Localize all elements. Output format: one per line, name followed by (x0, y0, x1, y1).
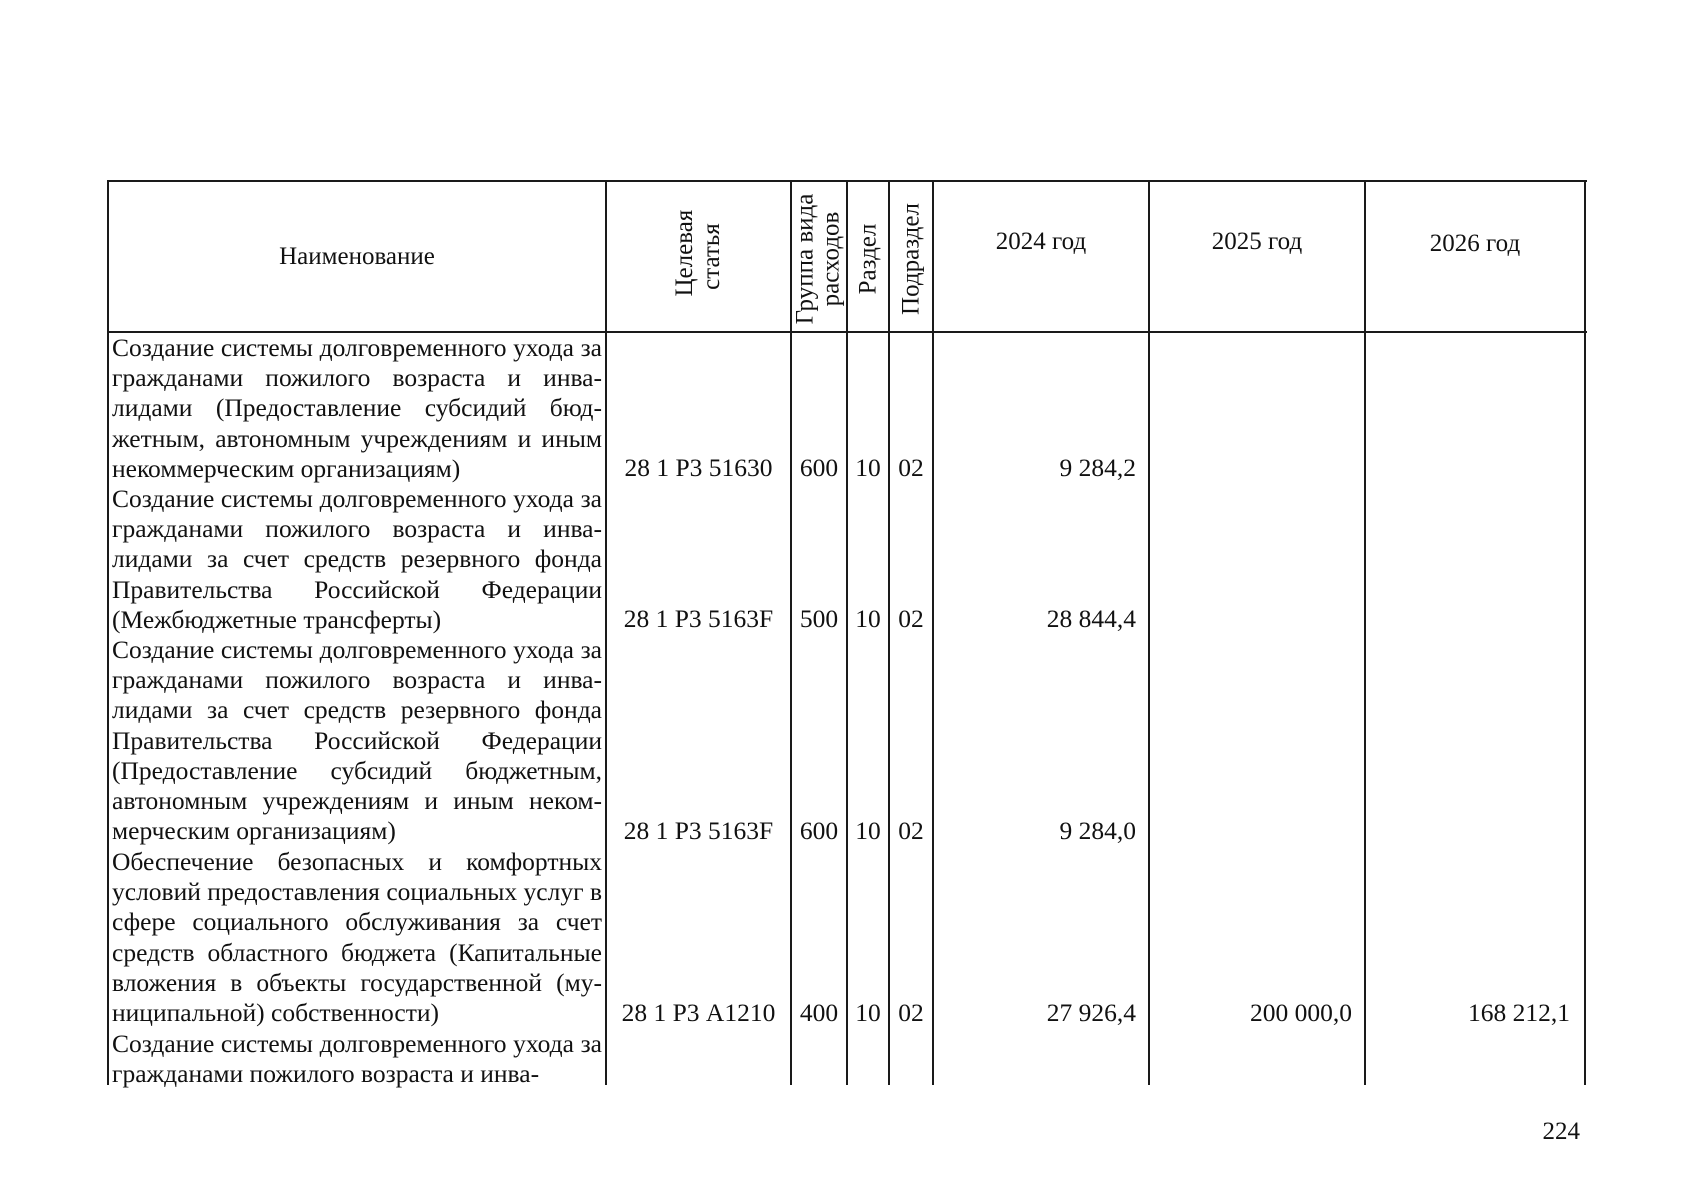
col-border-2025 (1364, 180, 1366, 1085)
row-2-subsection: 02 (898, 604, 924, 633)
header-2024: 2024 год (995, 228, 1087, 255)
row-4-subsection: 02 (898, 998, 924, 1027)
col-border-right (1584, 180, 1586, 1085)
row-4-target-article: 28 1 Р3 А1210 (621, 998, 776, 1027)
header-target-article-text: Целевая статья (670, 209, 725, 297)
col-border-2024 (1148, 180, 1150, 1085)
row-4-2025: 200 000,0 (1250, 998, 1352, 1027)
row-2-expense-group: 500 (799, 604, 839, 633)
row-5-name: Создание системы долговременного ухода за гражданами пожилого возраста и инва- (112, 1029, 602, 1089)
header-section (848, 185, 888, 334)
row-3-target-article: 28 1 Р3 5163F (623, 816, 774, 845)
header-subsection (891, 185, 931, 334)
row-4-2026: 168 212,1 (1468, 998, 1570, 1027)
header-section-text: Раздел (854, 223, 881, 295)
row-1-target-article: 28 1 Р3 51630 (624, 453, 773, 482)
header-expense-group (792, 185, 846, 334)
header-name: Наименование (279, 242, 435, 270)
row-4-section: 10 (855, 998, 881, 1027)
row-1-section: 10 (855, 453, 881, 482)
row-3-section: 10 (855, 816, 881, 845)
row-4-2024: 27 926,4 (1046, 998, 1136, 1027)
row-4-name: Обеспечение безопасных и комфортных условий предоставления социальных услуг в сфере социального обслуживания за счет средств областного бюджета (Капитальные вложения в объекты государственной (му-ниципальной) собственности) (112, 847, 602, 1028)
header-2026: 2026 год (1429, 230, 1521, 257)
row-1-expense-group: 600 (799, 453, 839, 482)
header-expense-group-text: Группа вида расходов (791, 193, 845, 325)
row-2-name: Создание системы долговременного ухода за гражданами пожилого возраста и инва-лидами за счет средств резервного фонда Правительства Российской Федерации (Межбюджетные трансферты) (112, 484, 602, 634)
row-2-section: 10 (855, 604, 881, 633)
row-3-expense-group: 600 (799, 816, 839, 845)
header-target-article (623, 182, 772, 331)
row-3-2024: 9 284,0 (1059, 816, 1136, 845)
row-2-2024: 28 844,4 (1046, 604, 1136, 633)
row-1-2024: 9 284,2 (1059, 453, 1136, 482)
row-3-name: Создание системы долговременного ухода за гражданами пожилого возраста и инва-лидами за счет средств резервного фонда Правительства Российской Федерации (Предоставление субсидий бюджетным, автономным учреждениям и иным неком-мерческим организациям) (112, 635, 602, 846)
row-1-subsection: 02 (898, 453, 924, 482)
header-subsection-text: Подраздел (897, 203, 924, 315)
page-number: 224 (1542, 1118, 1580, 1145)
row-4-expense-group: 400 (799, 998, 839, 1027)
row-1-name: Создание системы долговременного ухода за гражданами пожилого возраста и инва-лидами (Предоставление субсидий бюд-жетным, автономным учреждениям и иным некоммерческим организациям) (112, 333, 602, 483)
row-2-target-article: 28 1 Р3 5163F (623, 604, 774, 633)
row-3-subsection: 02 (898, 816, 924, 845)
header-2025: 2025 год (1211, 228, 1303, 255)
